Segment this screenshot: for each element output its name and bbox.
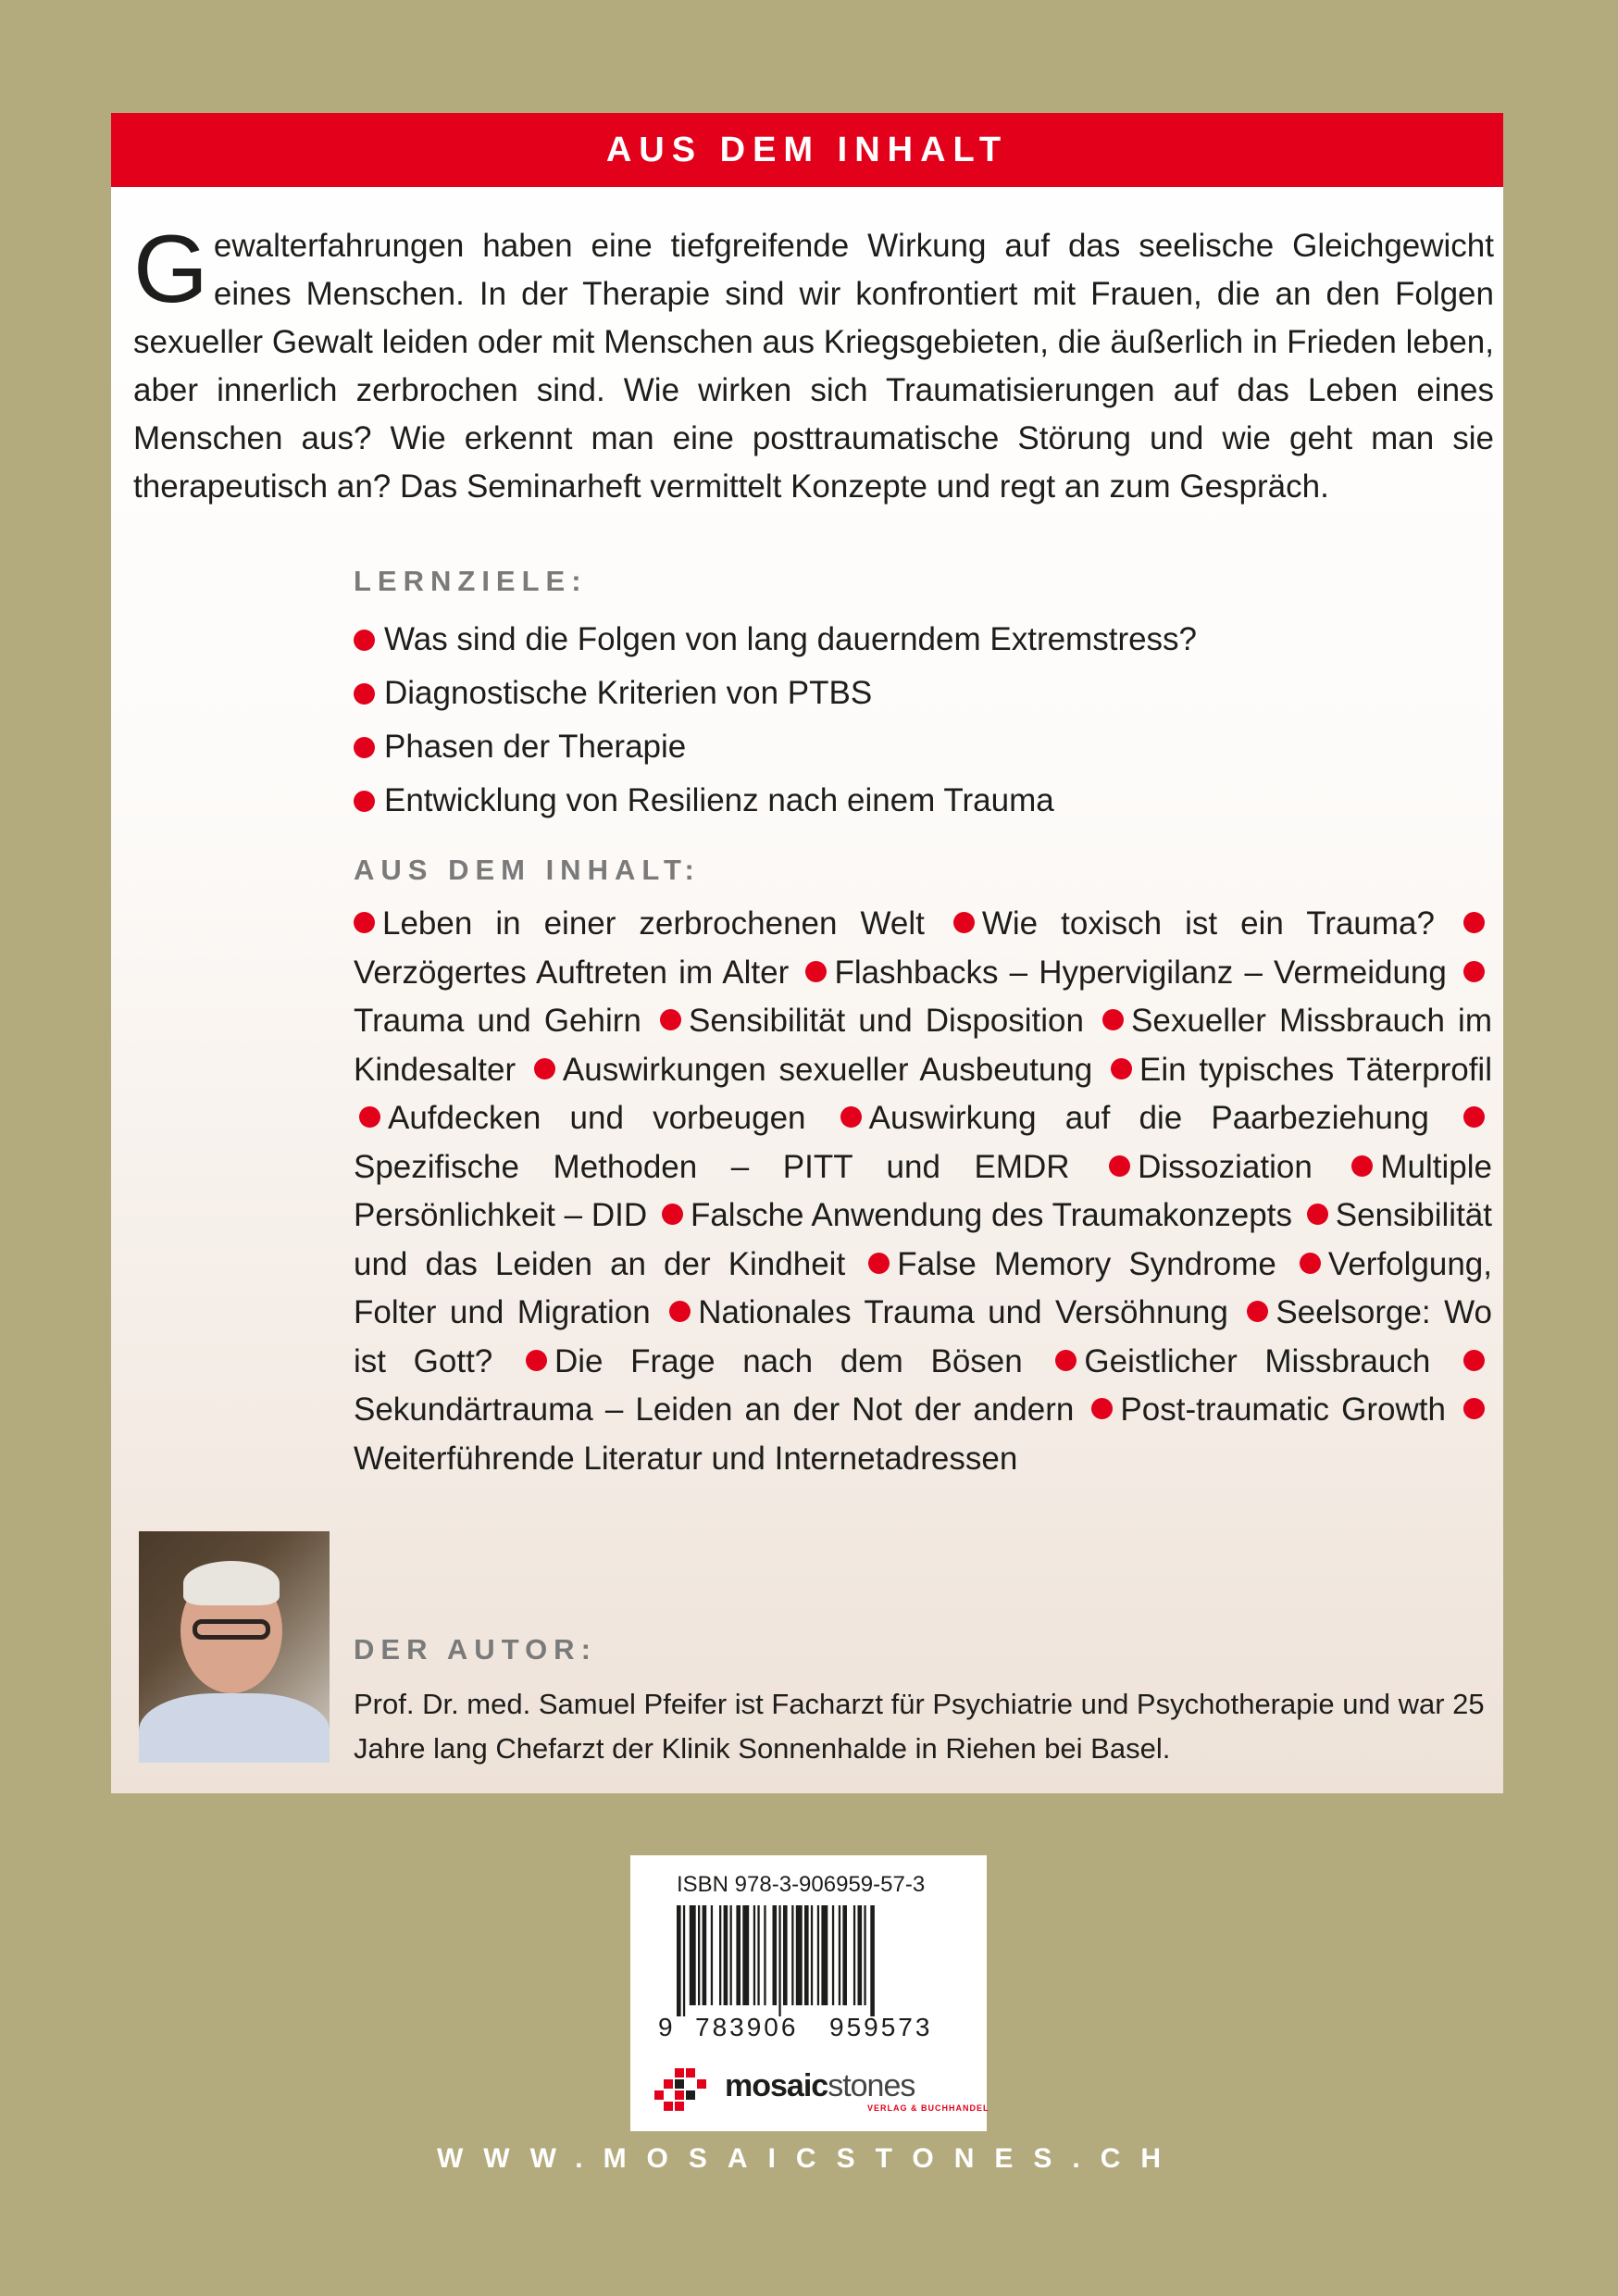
website-url: WWW.MOSAICSTONES.CH — [436, 2143, 1182, 2174]
bullet-icon — [1463, 1350, 1485, 1371]
header-title: AUS DEM INHALT — [605, 130, 1009, 169]
bullet-icon — [354, 630, 375, 651]
topic-item: Sensibilität und Disposition — [654, 1003, 1084, 1039]
topic-item: Weiterführende Literatur und Internetadressen — [354, 1391, 1492, 1477]
topic-item: Seelsorge: Wo ist Gott? — [354, 1294, 1492, 1379]
inhalt-label: AUS DEM INHALT: — [354, 854, 701, 886]
bullet-icon — [1102, 1009, 1124, 1030]
topic-item: Flashbacks – Hypervigilanz – Vermeidung — [800, 955, 1446, 991]
list-item: Diagnostische Kriterien von PTBS — [354, 667, 1197, 720]
lernziele-label: LERNZIELE: — [354, 565, 588, 597]
bullet-icon — [354, 791, 375, 812]
intro-paragraph — [133, 216, 1494, 511]
publisher-logo — [654, 2068, 989, 2113]
topic-item: False Memory Syndrome — [863, 1246, 1276, 1282]
bullet-icon — [840, 1106, 862, 1128]
bullet-icon — [1351, 1155, 1373, 1177]
topic-item: Verzögertes Auftreten im Alter — [354, 905, 1492, 991]
topic-item: Auswirkung auf die Paarbeziehung — [835, 1100, 1429, 1136]
topic-item: Trauma und Gehirn — [354, 955, 1492, 1040]
header-bar — [111, 113, 1503, 187]
topic-item: Ein typisches Täterprofil — [1105, 1052, 1492, 1088]
bullet-icon — [354, 737, 375, 758]
barcode — [677, 1905, 945, 2016]
topic-item: Verfolgung, Folter und Migration — [354, 1245, 1492, 1330]
topic-item: Sekundärtrauma – Leiden an der Not der andern — [354, 1343, 1492, 1429]
author-photo — [139, 1531, 330, 1763]
bullet-icon — [534, 1058, 555, 1079]
bullet-icon — [1111, 1058, 1132, 1079]
bullet-icon — [526, 1350, 547, 1371]
topic-item: Nationales Trauma und Versöhnung — [664, 1294, 1228, 1330]
bullet-icon — [1463, 1106, 1485, 1128]
topic-item: Spezifische Methoden – PITT und EMDR — [354, 1100, 1492, 1185]
topic-item: Multiple Persönlichkeit – DID — [354, 1148, 1492, 1233]
intro-text: ewalterfahrungen haben eine tiefgreifende Wirkung auf das seelische Gleichgewicht eines Menschen. In der Therapie sind wir konfrontiert mit Frauen, die an den Folgen sexueller Gewalt leiden oder mit Menschen aus Kriegsgebieten, die äußerlich in Frieden leben, aber innerlich zerbrochen sind. Wie wirken sich Traumatisierungen auf das Leben eines Menschen aus? Wie erkennt man eine posttraumatische Störung und wie geht man sie therapeutisch an? Das Seminarheft vermittelt Konzepte und regt an zum Gespräch. — [133, 228, 1494, 505]
isbn-text: ISBN 978-3-906959-57-3 — [677, 1872, 926, 1897]
content-panel — [111, 113, 1503, 1793]
bullet-icon — [1247, 1301, 1268, 1322]
topic-item: Geistlicher Missbrauch — [1050, 1343, 1430, 1379]
topic-item: Auswirkungen sexueller Ausbeutung — [529, 1052, 1092, 1088]
topic-item: Sexueller Missbrauch im Kindesalter — [354, 1003, 1492, 1088]
bullet-icon — [669, 1301, 691, 1322]
bullet-icon — [1091, 1398, 1113, 1419]
lernziele-list — [354, 613, 1197, 828]
topics-paragraph — [354, 900, 1492, 1483]
topic-item: Leben in einer zerbrochenen Welt — [354, 905, 925, 942]
topic-item: Die Frage nach dem Bösen — [520, 1343, 1023, 1379]
bullet-icon — [1055, 1350, 1077, 1371]
autor-label: DER AUTOR: — [354, 1633, 597, 1666]
topic-item: Sensibilität und das Leiden an der Kindheit — [354, 1197, 1492, 1282]
topic-item: Post-traumatic Growth — [1086, 1391, 1446, 1428]
bullet-icon — [1463, 1398, 1485, 1419]
bullet-icon — [868, 1253, 890, 1274]
bullet-icon — [805, 961, 827, 982]
drop-cap: G — [133, 216, 208, 323]
topic-item: Falsche Anwendung des Traumakonzepts — [656, 1197, 1292, 1233]
bullet-icon — [354, 912, 375, 933]
list-item: Was sind die Folgen von lang dauerndem Extremstress? — [354, 613, 1197, 667]
bullet-icon — [354, 683, 375, 705]
list-item: Entwicklung von Resilienz nach einem Trauma — [354, 774, 1197, 828]
topic-item: Aufdecken und vorbeugen — [354, 1100, 806, 1136]
autor-text: Prof. Dr. med. Samuel Pfeifer ist Facharzt für Psychiatrie und Psychotherapie und war 25 Jahre lang Chefarzt der Klinik Sonnenhalde in Riehen bei Basel. — [354, 1688, 1485, 1765]
topic-item: Dissoziation — [1103, 1149, 1313, 1185]
bullet-icon — [662, 1204, 683, 1225]
bullet-icon — [1463, 912, 1485, 933]
bullet-icon — [359, 1106, 380, 1128]
publisher-name: mosaicstones — [725, 2068, 915, 2103]
barcode-box: ISBN 978-3-906959-57-3 9 783906 959573 mosaicstones VERLAG & BUCHHANDEL — [630, 1855, 987, 2131]
publisher-tagline: VERLAG & BUCHHANDEL — [867, 2103, 989, 2113]
bullet-icon — [1109, 1155, 1130, 1177]
topic-item: Wie toxisch ist ein Trauma? — [948, 905, 1435, 942]
bullet-icon — [1300, 1253, 1321, 1274]
mosaic-logo-icon — [654, 2068, 716, 2113]
bullet-icon — [1463, 961, 1485, 982]
bullet-icon — [1307, 1204, 1328, 1225]
bullet-icon — [660, 1009, 681, 1030]
list-item: Phasen der Therapie — [354, 720, 1197, 774]
bullet-icon — [953, 912, 975, 933]
